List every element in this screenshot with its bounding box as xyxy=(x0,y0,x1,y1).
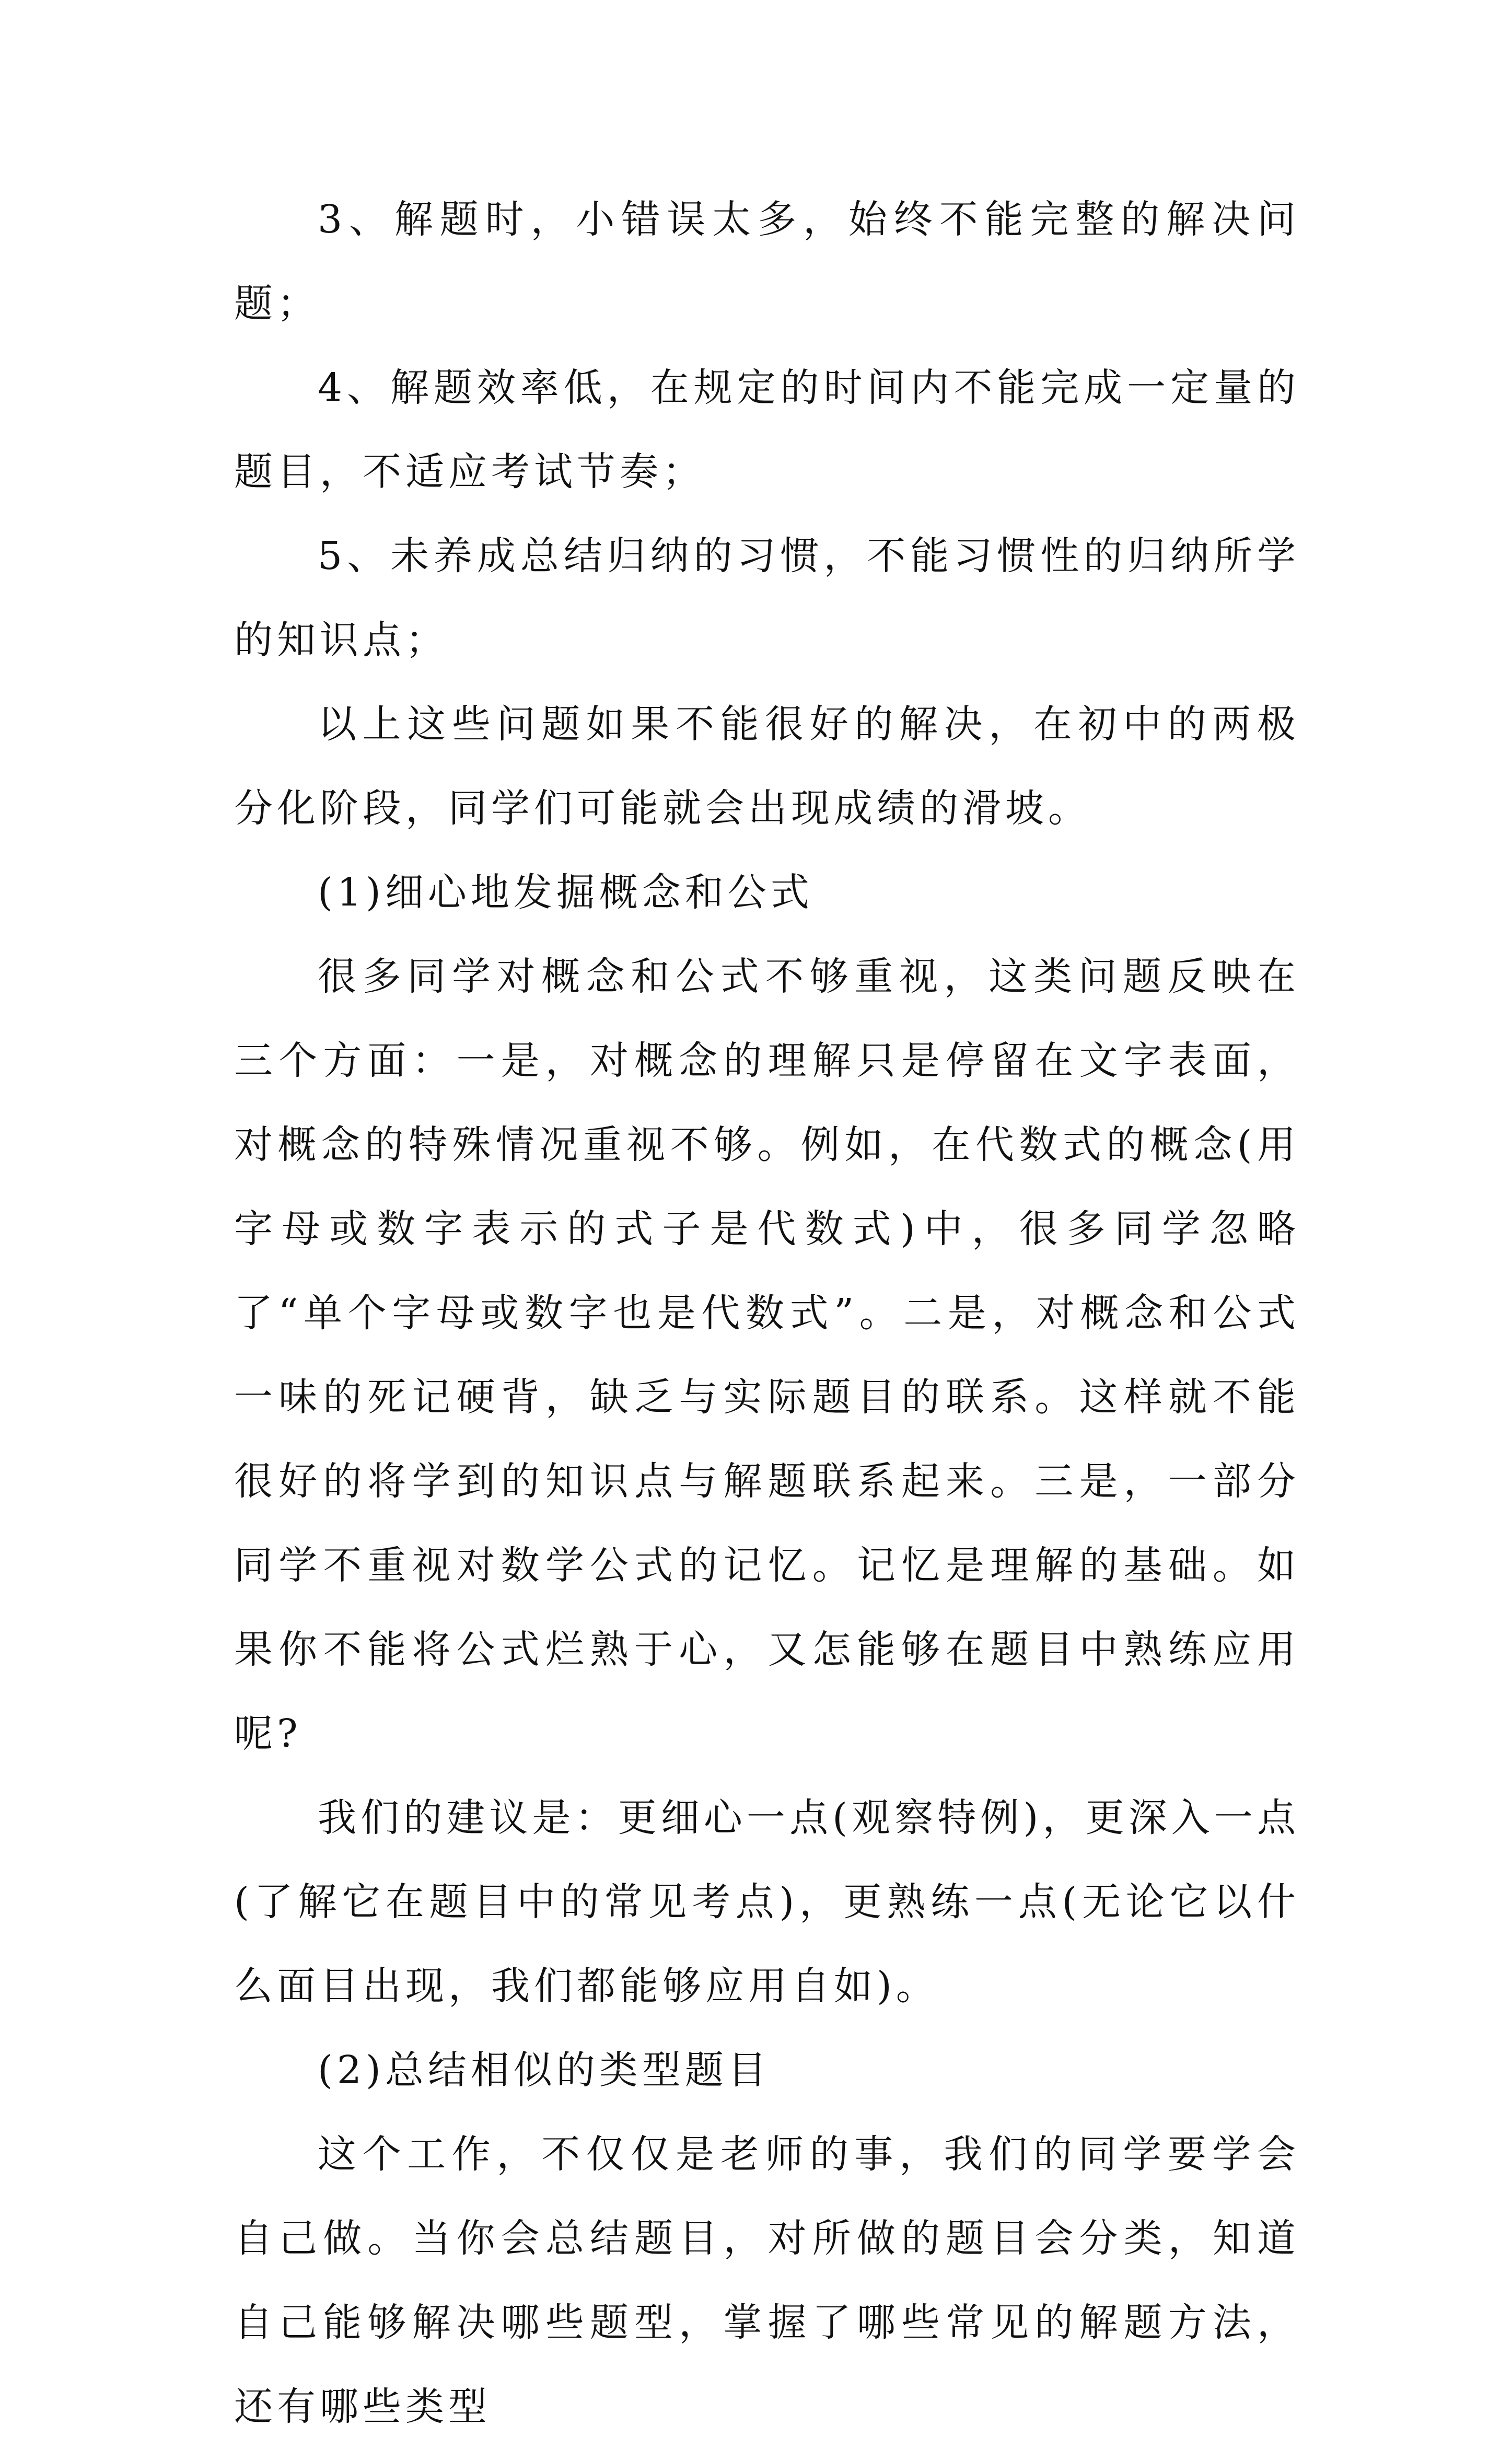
section-heading-1: (1)细心地发掘概念和公式 xyxy=(318,870,813,915)
paragraph-suggestion: 我们的建议是：更细心一点(观察特例)，更深入一点(了解它在题目中的常见考点)，更熟练一点(无论它以什么面目出现，我们都能够应用自如)。 xyxy=(234,1795,1300,2009)
paragraph-summary: 以上这些问题如果不能很好的解决，在初中的两极分化阶段，同学们可能就会出现成绩的滑坡。 xyxy=(234,702,1300,831)
document-body xyxy=(234,178,1300,2449)
paragraph-item-5: 5、未养成总结归纳的习惯，不能习惯性的归纳所学的知识点； xyxy=(234,533,1300,663)
paragraph-item-4: 4、解题效率低，在规定的时间内不能完成一定量的题目，不适应考试节奏； xyxy=(234,365,1300,494)
paragraph-concepts: 很多同学对概念和公式不够重视，这类问题反映在三个方面：一是，对概念的理解只是停留在文字表面，对概念的特殊情况重视不够。例如，在代数式的概念(用字母或数字表示的式子是代数式)中，很多同学忽略了“单个字母或数字也是代数式”。二是，对概念和公式一味的死记硬背，缺乏与实际题目的联系。这样就不能很好的将学到的知识点与解题联系起来。三是，一部分同学不重视对数学公式的记忆。记忆是理解的基础。如果你不能将公式烂熟于心，又怎能够在题目中熟练应用呢? xyxy=(234,954,1300,1756)
paragraph-item-3: 3、解题时，小错误太多，始终不能完整的解决问题； xyxy=(234,197,1300,326)
paragraph-summarize: 这个工作，不仅仅是老师的事，我们的同学要学会自己做。当你会总结题目，对所做的题目会分类，知道自己能够解决哪些题型，掌握了哪些常见的解题方法，还有哪些类型 xyxy=(234,2132,1300,2429)
section-heading-2: (2)总结相似的类型题目 xyxy=(318,2048,771,2093)
